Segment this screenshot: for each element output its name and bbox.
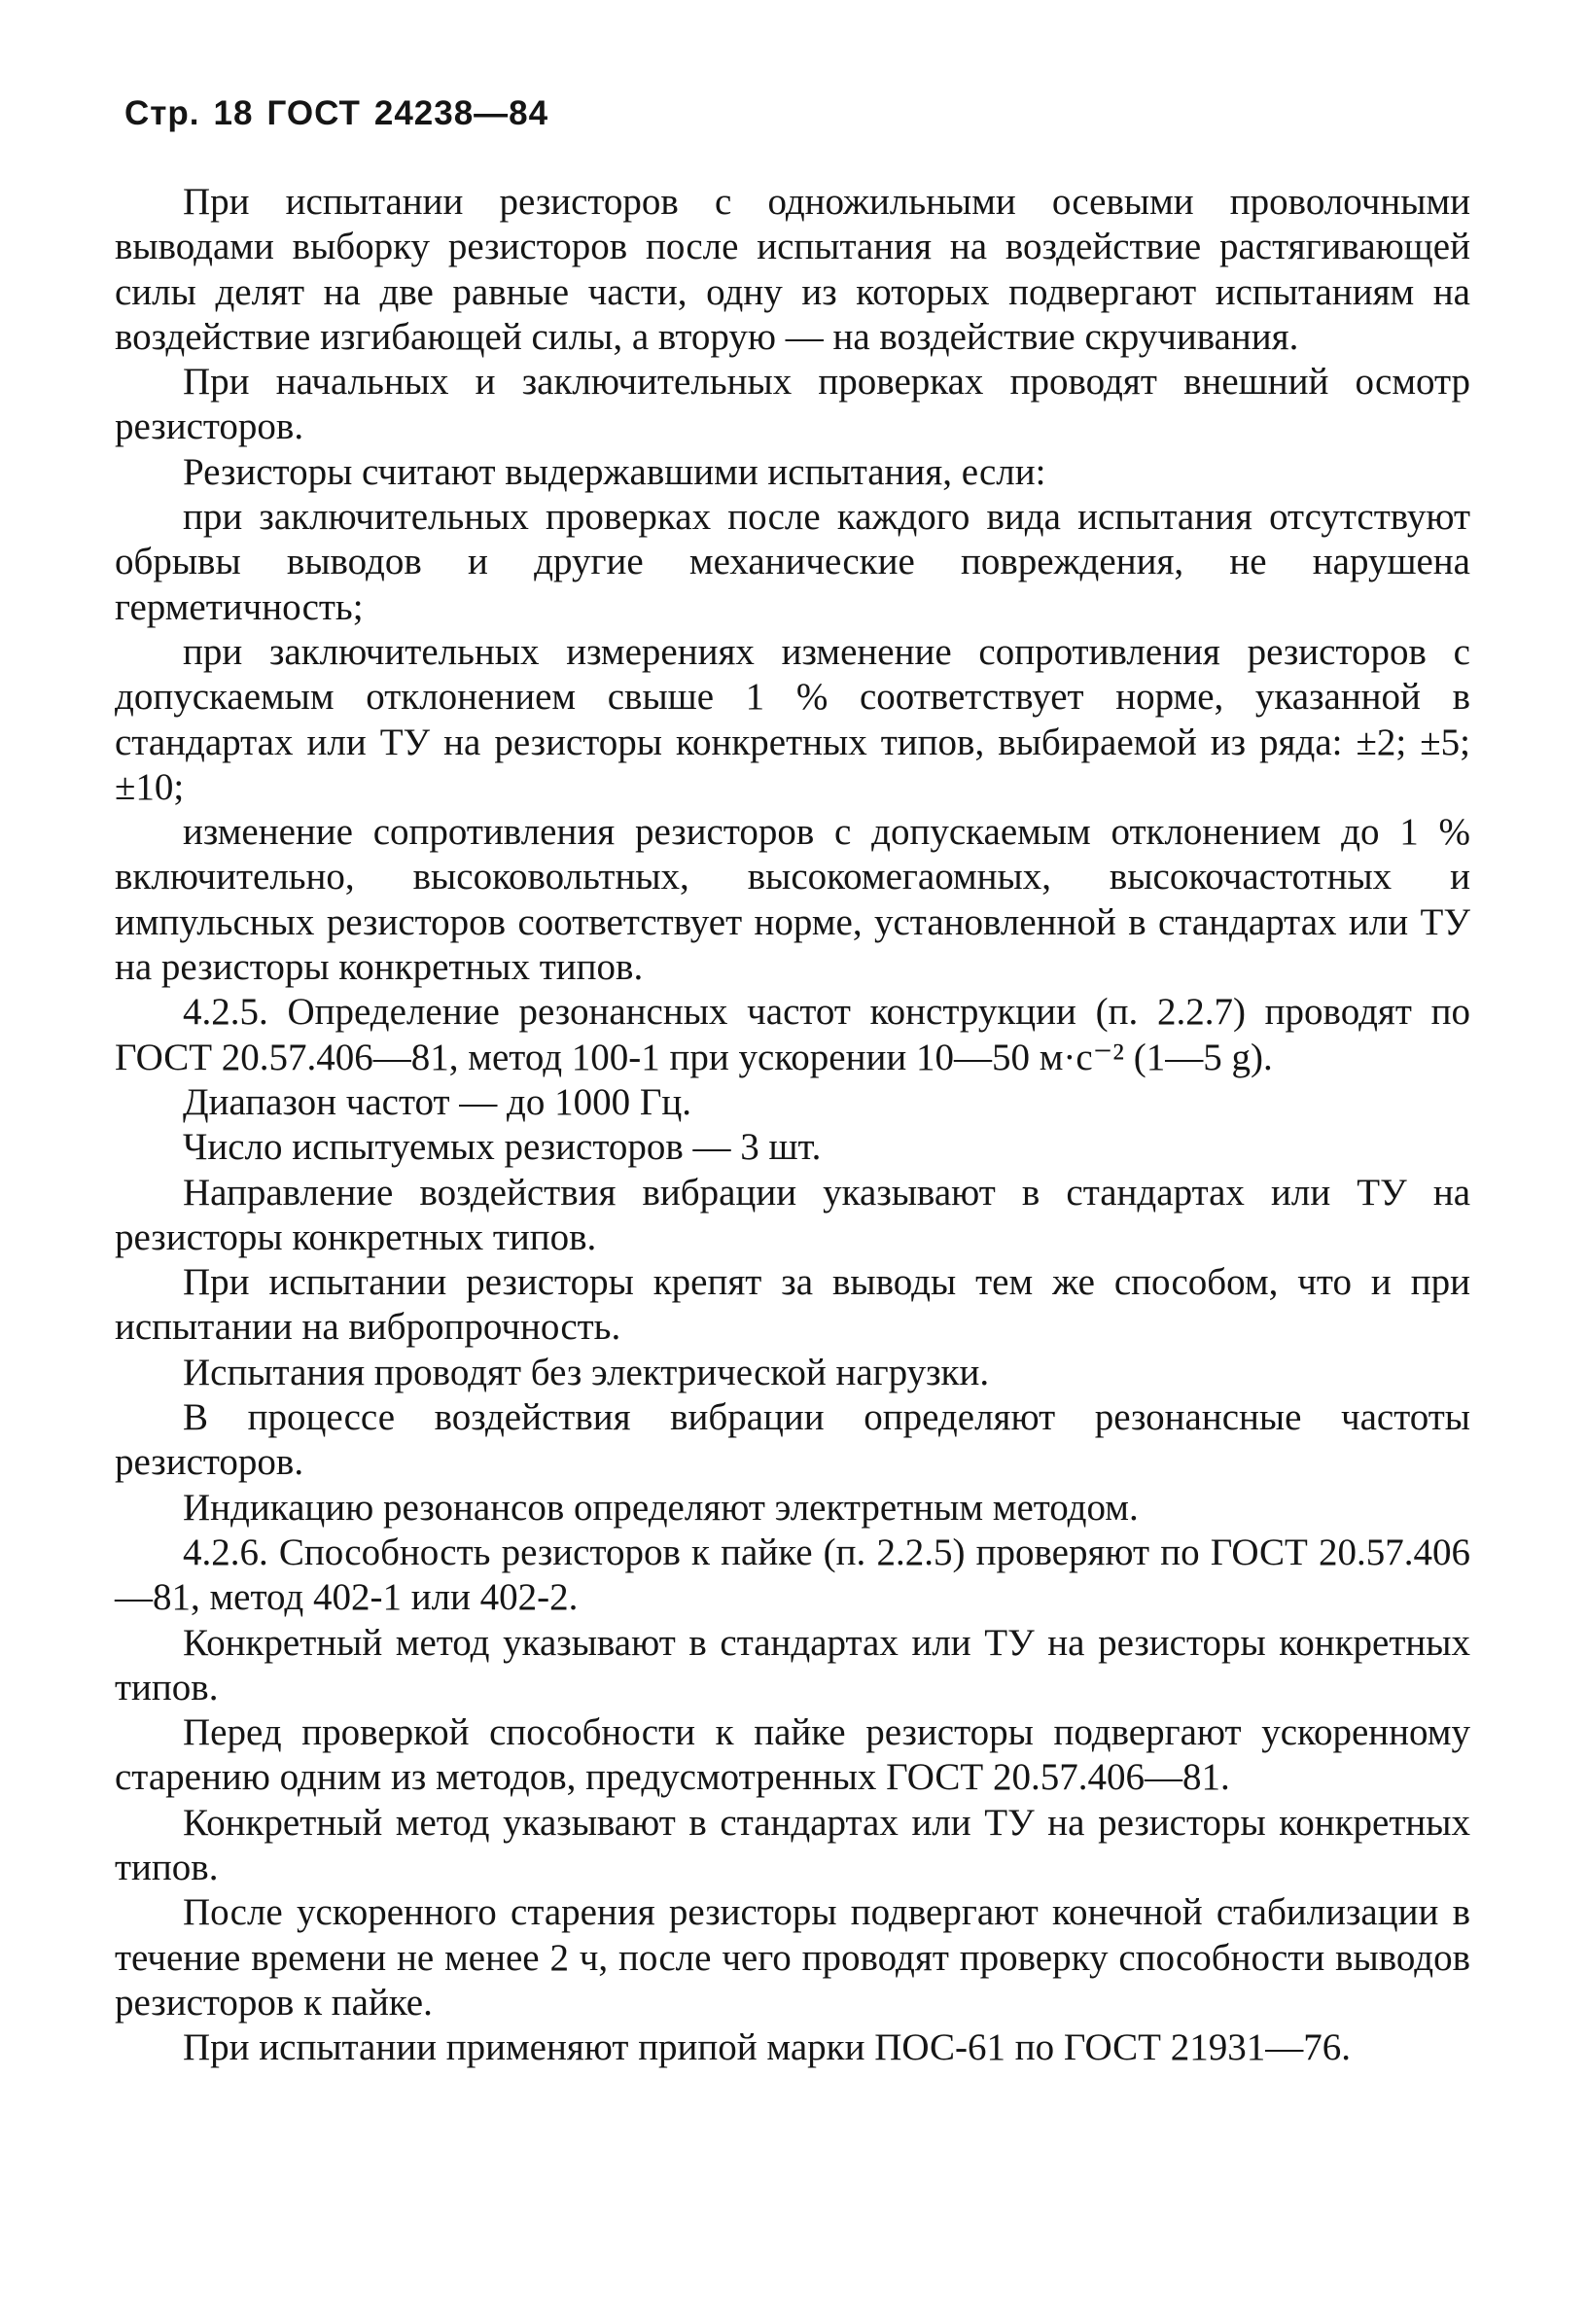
paragraph: изменение сопротивления резисторов с допускаемым отклонением до 1 % включительно, высоковольтных, высокомегаомных, высокочастотных и импульсных резисторов соответствует норме, установленной в стандартах или ТУ на резисторы конкретных типов. bbox=[115, 811, 1470, 989]
page-header bbox=[124, 92, 1470, 135]
standard-label: ГОСТ bbox=[266, 94, 361, 132]
paragraph: При испытании резисторы крепят за выводы тем же способом, что и при испытании на вибропрочность. bbox=[115, 1261, 1470, 1349]
paragraph: Перед проверкой способности к пайке резисторы подвергают ускоренному старению одним из методов, предусмотренных ГОСТ 20.57.406—81. bbox=[115, 1711, 1470, 1799]
paragraph: Резисторы считают выдержавшими испытания, если: bbox=[183, 450, 1046, 493]
paragraph: При начальных и заключительных проверках проводят внешний осмотр резисторов. bbox=[115, 361, 1470, 448]
paragraph: В процессе воздействия вибрации определяют резонансные частоты резисторов. bbox=[115, 1396, 1470, 1484]
section-4-2-6: 4.2.6. Способность резисторов к пайке (п. 2.2.5) проверяют по ГОСТ 20.57.406—81, метод 402-1 или 402-2. bbox=[115, 1531, 1470, 1619]
paragraph: При испытании резисторов с одножильными осевыми проволочными выводами выборку резисторов после испытания на воздействие растягивающей силы делят на две равные части, одну из которых подвергают испытаниям на воздействие изгибающей силы, а вторую — на воздействие скручивания. bbox=[115, 181, 1470, 358]
paragraph: После ускоренного старения резисторы подвергают конечной стабилизации в течение времени не менее 2 ч, после чего проводят проверку способности выводов резисторов к пайке. bbox=[115, 1891, 1470, 2024]
document-page bbox=[115, 92, 1470, 2070]
paragraph: Конкретный метод указывают в стандартах или ТУ на резисторы конкретных типов. bbox=[115, 1801, 1470, 1888]
paragraph: Конкретный метод указывают в стандартах или ТУ на резисторы конкретных типов. bbox=[115, 1621, 1470, 1708]
section-4-2-5: 4.2.5. Определение резонансных частот конструкции (п. 2.2.7) проводят по ГОСТ 20.57.406—81, метод 100-1 при ускорении 10—50 м·с⁻² (1—5 g). bbox=[115, 991, 1470, 1078]
paragraph: Диапазон частот — до 1000 Гц. bbox=[183, 1080, 692, 1123]
paragraph: Испытания проводят без электрической нагрузки. bbox=[183, 1351, 990, 1393]
paragraph: при заключительных проверках после каждого вида испытания отсутствуют обрывы выводов и другие механические повреждения, не нарушена герметичность; bbox=[115, 496, 1470, 628]
paragraph: Число испытуемых резисторов — 3 шт. bbox=[183, 1126, 822, 1169]
paragraph: Направление воздействия вибрации указывают в стандартах или ТУ на резисторы конкретных типов. bbox=[115, 1171, 1470, 1258]
paragraph: Индикацию резонансов определяют электретным методом. bbox=[183, 1486, 1139, 1529]
paragraph: При испытании применяют припой марки ПОС-61 по ГОСТ 21931—76. bbox=[183, 2026, 1351, 2069]
paragraph: при заключительных измерениях изменение сопротивления резисторов с допускаемым отклонением свыше 1 % соответствует норме, указанной в стандартах или ТУ на резисторы конкретных типов, выбираемой из ряда: ±2; ±5; ±10; bbox=[115, 630, 1470, 808]
standard-number: 24238—84 bbox=[373, 94, 549, 132]
page-number: 18 bbox=[213, 94, 254, 132]
page-label: Стр. bbox=[124, 94, 200, 132]
